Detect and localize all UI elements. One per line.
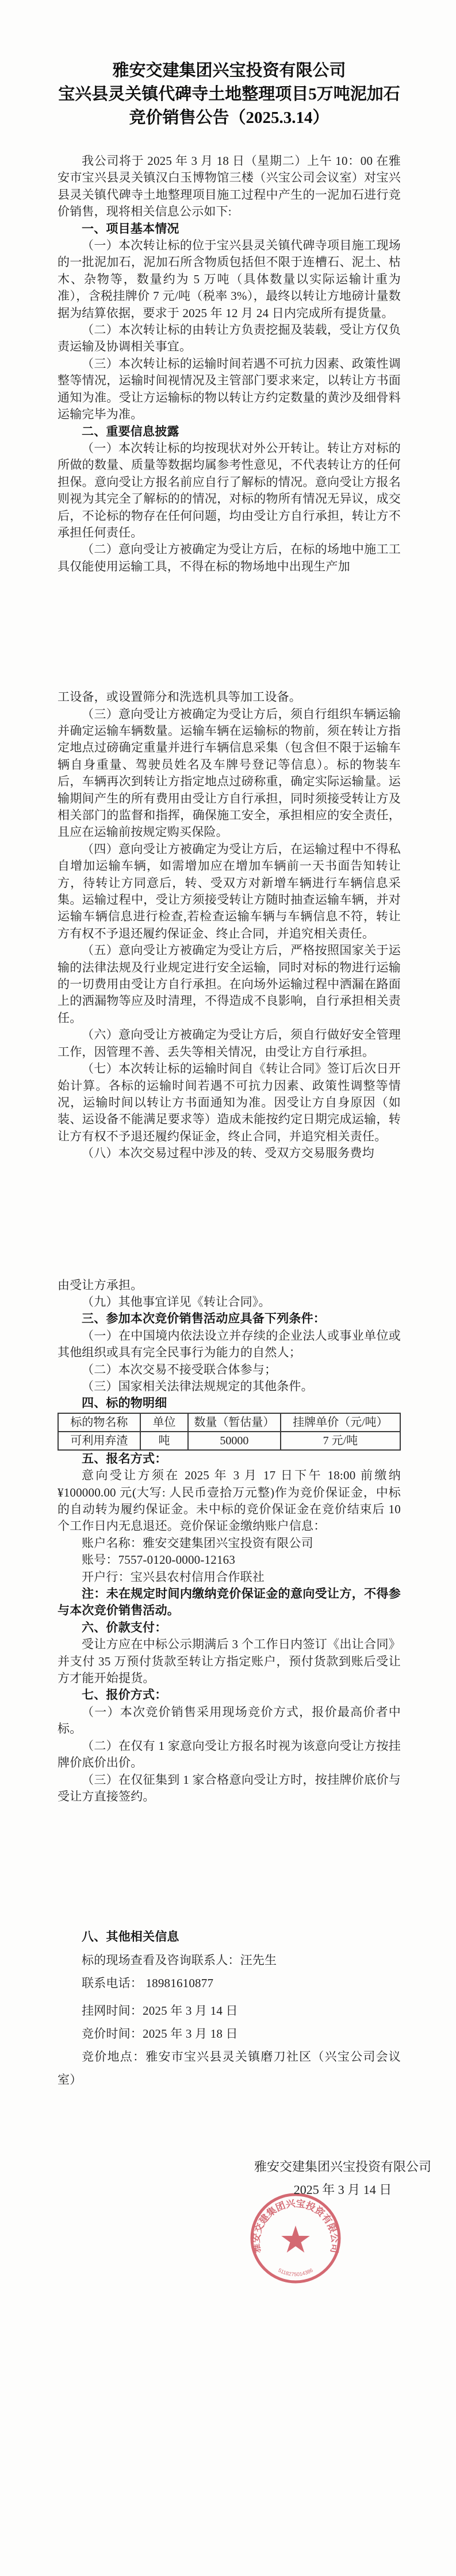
clause-3-2: （二）本次交易不接受联合体参与； (82, 1362, 277, 1376)
section-2-heading: 二、重要信息披露 (82, 425, 179, 438)
contact-person-line: 标的现场查看及咨询联系人：汪先生 (82, 1953, 277, 1968)
table-row (58, 1432, 400, 1450)
deposit-paragraph: 意向受让方须在 2025 年 3 月 17 日下午 18:00 前缴纳¥100000.00 元(大写: 人民币壹拾万元整)作为竞价保证金，中标的自动转为履约保证金。未中标的竞价保证金在竞价结束后 10 个工作日内无息退还。竞价保证金缴纳账户信息： (58, 1468, 401, 1533)
section-3-heading: 三、参加本次竞价销售活动应具备下列条件： (82, 1312, 325, 1326)
table-header-cell: 单位 (140, 1413, 188, 1432)
clause-7-1: （一）本次竞价销售采用现场竞价方式，报价最高价者中标。 (58, 1705, 401, 1736)
clause-1-3: （三）本次转让标的运输时间若遇不可抗力因素、政策性调整等情况，运输时间视情况及主管部门要求来定，以转让方书面通知为准。受让方运输标的物以转让方约定数量的黄沙及细骨料运输完毕为准。 (58, 356, 401, 422)
table-cell: 吨 (140, 1432, 188, 1450)
lot-details-table (58, 1413, 401, 1451)
company-seal (247, 2190, 344, 2286)
clause-2-7: （七）本次转让标的运输时间自《转让合同》签订后次日开始计算。各标的运输时间若遇不可抗力因素、政策性调整等情况，运输时间以转让方书面通知为准。因受让方自身原因（如装、运设备不能满足要求等）造成未能按约定日期完成运输，转让方有权不予退还履约保证金，终止合同，并追究相关责任。 (58, 1062, 401, 1143)
section-5-heading: 五、报名方式： (82, 1452, 167, 1466)
page-break-2 (58, 1162, 401, 1277)
clause-2-2-part2: 工设备，或设置筛分和洗选机具等加工设备。 (58, 690, 301, 704)
clause-7-3: （三）在仅征集到 1 家合格意向受让方时，按挂牌价底价与受让方直接签约。 (58, 1772, 401, 1803)
clause-2-1: （一）本次转让标的均按现状对外公开转让。转让方对标的所做的数量、质量等数据均属参考性意见，不代表转让方的任何担保。意向受让方报名前应自行了解标的情况。意向受让方报名则视为其完全了解标的的情况，对标的物所有情况无异议，成交后，不论标的物存在任何问题，均由受让方自行承担，转让方不承担任何责任。 (58, 441, 401, 539)
document-title-line2: 宝兴县灵关镇代碑寺土地整理项目5万吨泥加石 (58, 85, 400, 103)
table-cell: 7 元/吨 (281, 1432, 400, 1450)
payment-paragraph: 受让方应在中标公示期满后 3 个工作日内签订《出让合同》并支付 35 万预付货款至转让方指定账户，预付货款到账后受让方才能开始提货。 (58, 1637, 401, 1686)
table-header-cell: 挂牌单价（元/吨） (281, 1413, 400, 1432)
seal-star-icon (281, 2226, 309, 2253)
seal-number-holder (277, 2268, 314, 2278)
clause-7-2: （二）在仅有 1 家意向受让方报名时视为该意向受让方按挂牌价底价出价。 (58, 1738, 401, 1770)
bidding-date-line: 竞价时间：2025 年 3 月 18 日 (82, 2027, 238, 2041)
document-title-line1: 雅安交建集团兴宝投资有限公司 (112, 61, 346, 80)
account-number-line: 账号：7557-0120-0000-12163 (82, 1553, 236, 1567)
intro-paragraph: 我公司将于 2025 年 3 月 18 日（星期二）上午 10：00 在雅安市宝兴县灵关镇汉白玉博物馆三楼（兴宝公司会议室）对宝兴县灵关镇代碑寺土地整理项目施工过程中产生的一泥加石进行竞价销售，现将相关信息公示如下: (58, 154, 401, 219)
clause-3-3: （三）国家相关法律法规规定的其他条件。 (82, 1379, 313, 1393)
account-name-line: 账户名称：雅安交建集团兴宝投资有限公司 (82, 1536, 313, 1550)
clause-1-1: （一）本次转让标的位于宝兴县灵关镇代碑寺项目施工现场的一批泥加石，泥加石所含物质包括但不限于连槽石、泥土、枯木、杂物等，数量约为 5 万吨（具体数量以实际运输计重为准），含税挂牌价 7 元/吨（税率 3%），最终以转让方地磅计量数据为结算依据，要求于 2025 年 12 月 24 日内完成所有提货量。 (58, 238, 401, 320)
section-4-heading: 四、标的物明细 (82, 1397, 167, 1410)
table-cell: 50000 (188, 1432, 281, 1450)
clause-2-8-part1: （八）本次交易过程中涉及的转、受双方交易服务费均 (82, 1146, 374, 1160)
clause-2-8-part2: 由受让方承担。 (58, 1278, 143, 1292)
signature-block (253, 2155, 432, 2201)
seal-arc-text: 雅安交建集团兴宝投资有限公司 (251, 2198, 340, 2254)
table-header-row (58, 1413, 400, 1432)
table-header-cell: 数量（暂估量） (188, 1413, 281, 1432)
clause-3-1: （一）在中国境内依法设立并存续的企业法人或事业单位或其他组织或具有完全民事行为能力的自然人； (58, 1328, 401, 1360)
section-8-heading: 八、其他相关信息 (82, 1930, 179, 1944)
section-7-heading: 七、报价方式： (82, 1688, 167, 1702)
deposit-note: 注：未在规定时间内缴纳竞价保证金的意向受让方，不得参与本次竞价销售活动。 (58, 1587, 401, 1618)
bidding-location-line: 竞价地点：雅安市宝兴县灵关镇磨刀社区（兴宝公司会议室） (58, 2050, 401, 2087)
signature-company: 雅安交建集团兴宝投资有限公司 (254, 2159, 431, 2174)
bank-line: 开户行：宝兴县农村信用合作联社 (82, 1569, 265, 1584)
contact-phone-line: 联系电话： 18981610877 (82, 1976, 214, 1991)
table-cell: 可利用弃渣 (58, 1432, 140, 1450)
seal-number: 5118275014386 (277, 2267, 314, 2278)
clause-2-9: （九）其他事宜详见《转让合同》。 (82, 1294, 271, 1309)
page-break-3 (58, 1805, 401, 1926)
section-6-heading: 六、价款支付： (82, 1621, 167, 1634)
clause-1-2: （二）本次转让标的由转让方负责挖掘及装载，受让方仅负责运输及协调相关事宜。 (58, 323, 401, 354)
section-1-heading: 一、项目基本情况 (82, 222, 179, 236)
page-break-1 (58, 575, 401, 689)
clause-2-6: （六）意向受让方被确定为受让方后，须自行做好安全管理工作，因管理不善、丢失等相关情况，由受让方自行承担。 (58, 1028, 401, 1059)
seal-ring (252, 2195, 339, 2282)
signature-date: 2025 年 3 月 14 日 (293, 2182, 392, 2197)
table-header-cell: 标的物名称 (58, 1413, 140, 1432)
clause-2-3: （三）意向受让方被确定为受让方后，须自行组织车辆运输并确定运输车辆数量。运输车辆在运输标的物前，须在转让方指定地点过磅确定重量并进行车辆信息采集（包含但不限于运输车辆自身重量、驾驶员姓名及车牌号登记等信息）。标的物装车后，车辆再次到转让方指定地点过磅称重，确定实际运输量。运输期间产生的所有费用由受让方自行承担，同时须接受转让方及相关部门的监督和指挥，确保施工安全，承担相应的安全责任，且应在运输前按规定购买保险。 (58, 707, 401, 839)
clause-2-4: （四）意向受让方被确定为受让方后，在运输过程中不得私自增加运输车辆，如需增加应在增加车辆前一天书面告知转让方，待转让方同意后，转、受双方对新增车辆进行车辆信息采集。运输过程中，受让方须接受转让方随时抽查运输车辆，并对运输车辆信息进行检查,若检查运输车辆与车辆信息不符，转让方有权不予退还履约保证金、终止合同，并追究相关责任。 (58, 842, 401, 940)
document-title (58, 59, 401, 130)
clause-2-5: （五）意向受让方被确定为受让方后，严格按照国家关于运输的法律法规及行业规定进行安全运输，同时对标的物进行运输的一切费用由受让方自行承担。在向场外运输过程中洒漏在路面上的洒漏物等应及时清理，不得造成不良影响，自行承担相关责任。 (58, 943, 401, 1025)
seal-arc-text-holder (250, 2197, 341, 2254)
clause-2-2-part1: （二）意向受让方被确定为受让方后，在标的场地中施工工具仅能使用运输工具，不得在标的物场地中出现生产加 (58, 542, 401, 573)
listing-date-line: 挂网时间：2025 年 3 月 14 日 (82, 2004, 238, 2018)
document-title-line3: 竞价销售公告（2025.3.14） (129, 109, 329, 127)
